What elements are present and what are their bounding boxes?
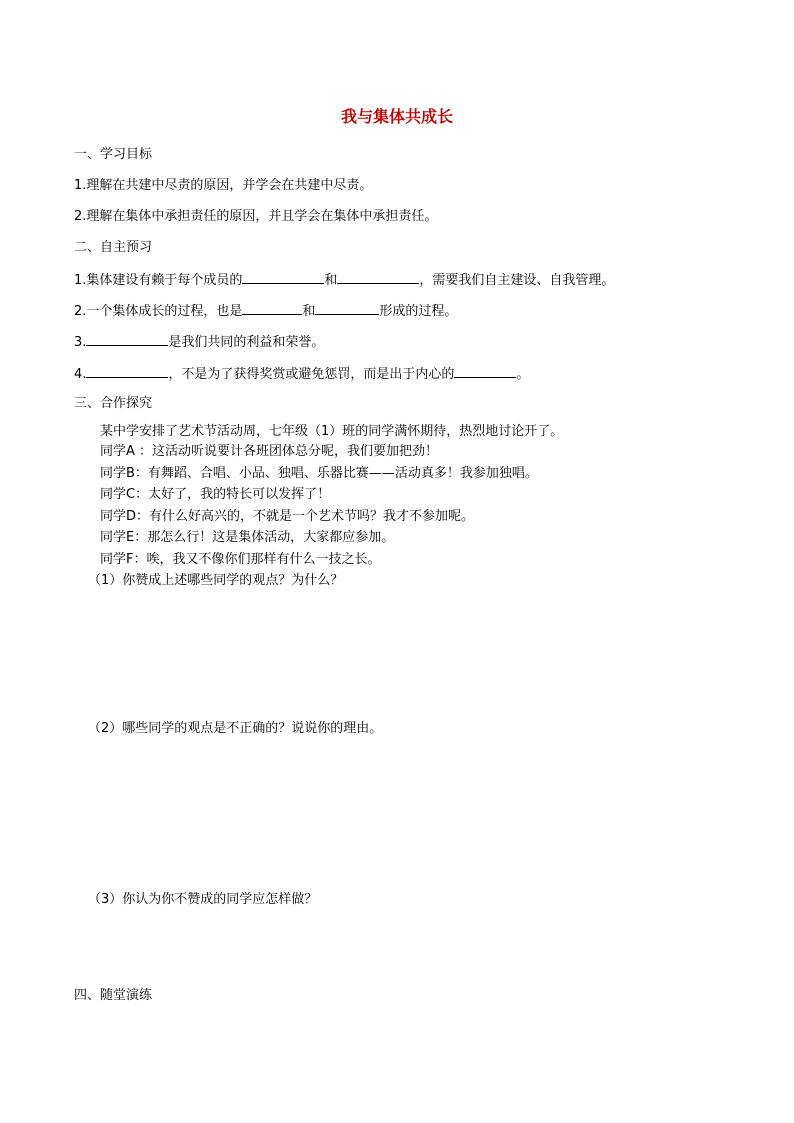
answer-blank[interactable] [315, 301, 379, 315]
question-text: 形成的过程。 [379, 304, 458, 319]
dialogue-line-e: 同学E：那怎么行！这是集体活动，大家都应参加。 [100, 530, 395, 545]
question-text: 和 [302, 304, 316, 319]
answer-blank[interactable] [337, 270, 419, 284]
answer-blank[interactable] [86, 364, 168, 378]
preview-question-2 [74, 301, 457, 321]
question-text: 1.集体建设有赖于每个成员的 [74, 273, 243, 288]
dialogue-line-d: 同学D：有什么好高兴的，不就是一个艺术节吗？我才不参加呢。 [100, 509, 475, 524]
question-text: 。 [516, 367, 530, 382]
question-text: 是我们共同的利益和荣誉。 [168, 335, 325, 350]
explore-question-2: （2）哪些同学的观点是不正确的？说说你的理由。 [88, 721, 383, 736]
question-text: 4. [74, 367, 87, 382]
goal-item-2: 2.理解在集体中承担责任的原因，并且学会在集体中承担责任。 [74, 209, 438, 224]
question-text: ，不是为了获得奖赏或避免惩罚，而是出于内心的 [168, 367, 455, 382]
dialogue-line-a: 同学A ：这活动听说要计各班团体总分呢，我们要加把劲！ [100, 444, 439, 459]
explore-question-1: （1）你赞成上述哪些同学的观点？为什么？ [88, 573, 344, 588]
explore-question-3: （3）你认为你不赞成的同学应怎样做？ [88, 892, 318, 907]
preview-question-4 [74, 364, 529, 384]
answer-blank[interactable] [242, 301, 302, 315]
dialogue-line-c: 同学C：太好了，我的特长可以发挥了！ [100, 487, 331, 502]
preview-question-3 [74, 332, 324, 352]
scenario-intro: 某中学安排了艺术节活动周，七年级（1）班的同学满怀期待，热烈地讨论开了。 [100, 424, 564, 439]
answer-blank[interactable] [242, 270, 324, 284]
answer-blank[interactable] [86, 332, 168, 346]
preview-question-1 [74, 270, 614, 290]
question-text: 2.一个集体成长的过程，也是 [74, 304, 243, 319]
dialogue-line-f: 同学F：唉，我又不像你们那样有什么一技之长。 [100, 552, 381, 567]
section-heading-practice: 四、随堂演练 [74, 988, 153, 1003]
section-heading-preview: 二、自主预习 [74, 240, 153, 255]
answer-blank[interactable] [454, 364, 516, 378]
question-text: 3. [74, 335, 87, 350]
section-heading-explore: 三、合作探究 [74, 396, 153, 411]
page-title: 我与集体共成长 [340, 107, 453, 126]
question-text: ，需要我们自主建设、自我管理。 [419, 273, 615, 288]
goal-item-1: 1.理解在共建中尽责的原因，并学会在共建中尽责。 [74, 178, 373, 193]
section-heading-goals: 一、学习目标 [74, 147, 153, 162]
dialogue-line-b: 同学B：有舞蹈、合唱、小品、独唱、乐器比赛——活动真多！我参加独唱。 [100, 466, 538, 481]
question-text: 和 [324, 273, 338, 288]
